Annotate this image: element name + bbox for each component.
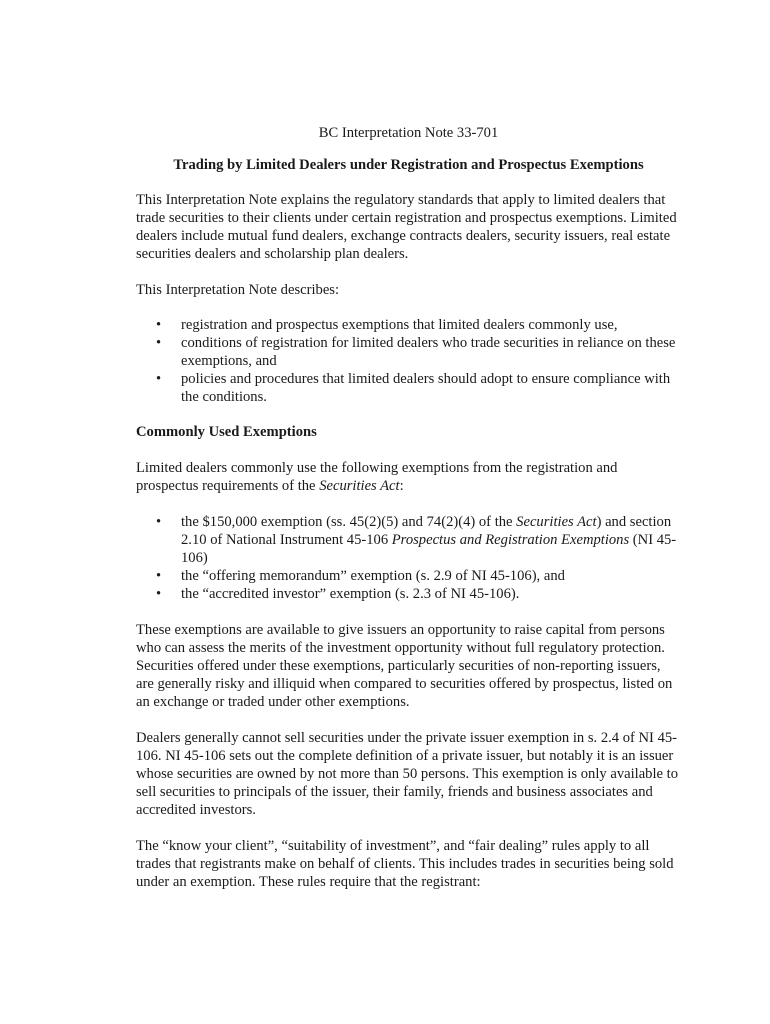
- exemption-1-part-a: the $150,000 exemption (ss. 45(2)(5) and 74(2)(4) of the: [181, 514, 517, 530]
- ni-45-106-title: Prospectus and Registration Exemptions: [391, 532, 630, 548]
- bullet-icon: •: [156, 586, 162, 602]
- exemption-1-text: [181, 514, 676, 566]
- describes-paragraph: This Interpretation Note describes:: [136, 282, 340, 298]
- list-item: [136, 334, 681, 370]
- document-subtitle: Trading by Limited Dealers under Registration and Prospectus Exemptions: [173, 157, 644, 173]
- exemptions-intro-text: Limited dealers commonly use the following exemptions from the registration and prospectus requirements of the: [136, 460, 618, 494]
- securities-act-title: Securities Act: [319, 478, 400, 494]
- list-item: [136, 567, 681, 585]
- list-item-text: the “accredited investor” exemption (s. 2.3 of NI 45-106).: [181, 586, 520, 602]
- list-item-text: policies and procedures that limited dealers should adopt to ensure compliance with the conditions.: [181, 371, 671, 405]
- list-item: [136, 316, 681, 334]
- securities-act-title: Securities Act: [516, 514, 597, 530]
- list-item-text: the “offering memorandum” exemption (s. 2.9 of NI 45-106), and: [181, 568, 565, 584]
- list-item-text: registration and prospectus exemptions that limited dealers commonly use,: [181, 317, 618, 333]
- exemptions-intro-paragraph: [136, 459, 681, 495]
- section-heading: Commonly Used Exemptions: [136, 424, 317, 440]
- list-item: [136, 370, 681, 406]
- intro-paragraph: This Interpretation Note explains the regulatory standards that apply to limited dealers that trade securities to their clients under certain registration and prospectus exemptions. Limited dealers include mutual fund dealers, exchange contracts dealers, security issuers, real estate securities dealers and scholarship plan dealers.: [136, 192, 677, 262]
- bullet-icon: •: [156, 317, 162, 333]
- list-item: [136, 585, 681, 603]
- describe-list: [136, 316, 681, 406]
- bullet-icon: •: [156, 371, 162, 387]
- list-item-text: conditions of registration for limited dealers who trade securities in reliance on these exemptions, and: [181, 335, 676, 369]
- document-page: [136, 124, 681, 909]
- exemptions-intro-end: :: [399, 478, 404, 494]
- exemption-1-part-b: ) and section 2.10 of National Instrument 45-106: [181, 514, 672, 548]
- bullet-icon: •: [156, 568, 162, 584]
- availability-paragraph: These exemptions are available to give issuers an opportunity to raise capital from persons who can assess the merits of the investment opportunity without full regulatory protection. Securities offered under these exemptions, particularly securities of non-reporting issuers, are generally risky and illiquid when compared to securities offered by prospectus, listed on an exchange or traded under other exemptions.: [136, 622, 673, 710]
- exemption-1-part-c: (NI 45-106): [181, 532, 677, 566]
- exemption-list: [136, 513, 681, 603]
- list-item: [136, 513, 681, 567]
- rules-paragraph: The “know your client”, “suitability of investment”, and “fair dealing” rules apply to all trades that registrants make on behalf of clients. This includes trades in securities being sold under an exemption. These rules require that the registrant:: [136, 838, 674, 890]
- document-title: BC Interpretation Note 33-701: [318, 125, 499, 141]
- bullet-icon: •: [156, 514, 162, 530]
- bullet-icon: •: [156, 335, 162, 351]
- private-issuer-paragraph: Dealers generally cannot sell securities under the private issuer exemption in s. 2.4 of NI 45-106. NI 45-106 sets out the complete definition of a private issuer, but notably it is an issuer whose securities are owned by not more than 50 persons. This exemption is only available to sell securities to principals of the issuer, their family, friends and business associates and accredited investors.: [136, 730, 679, 818]
